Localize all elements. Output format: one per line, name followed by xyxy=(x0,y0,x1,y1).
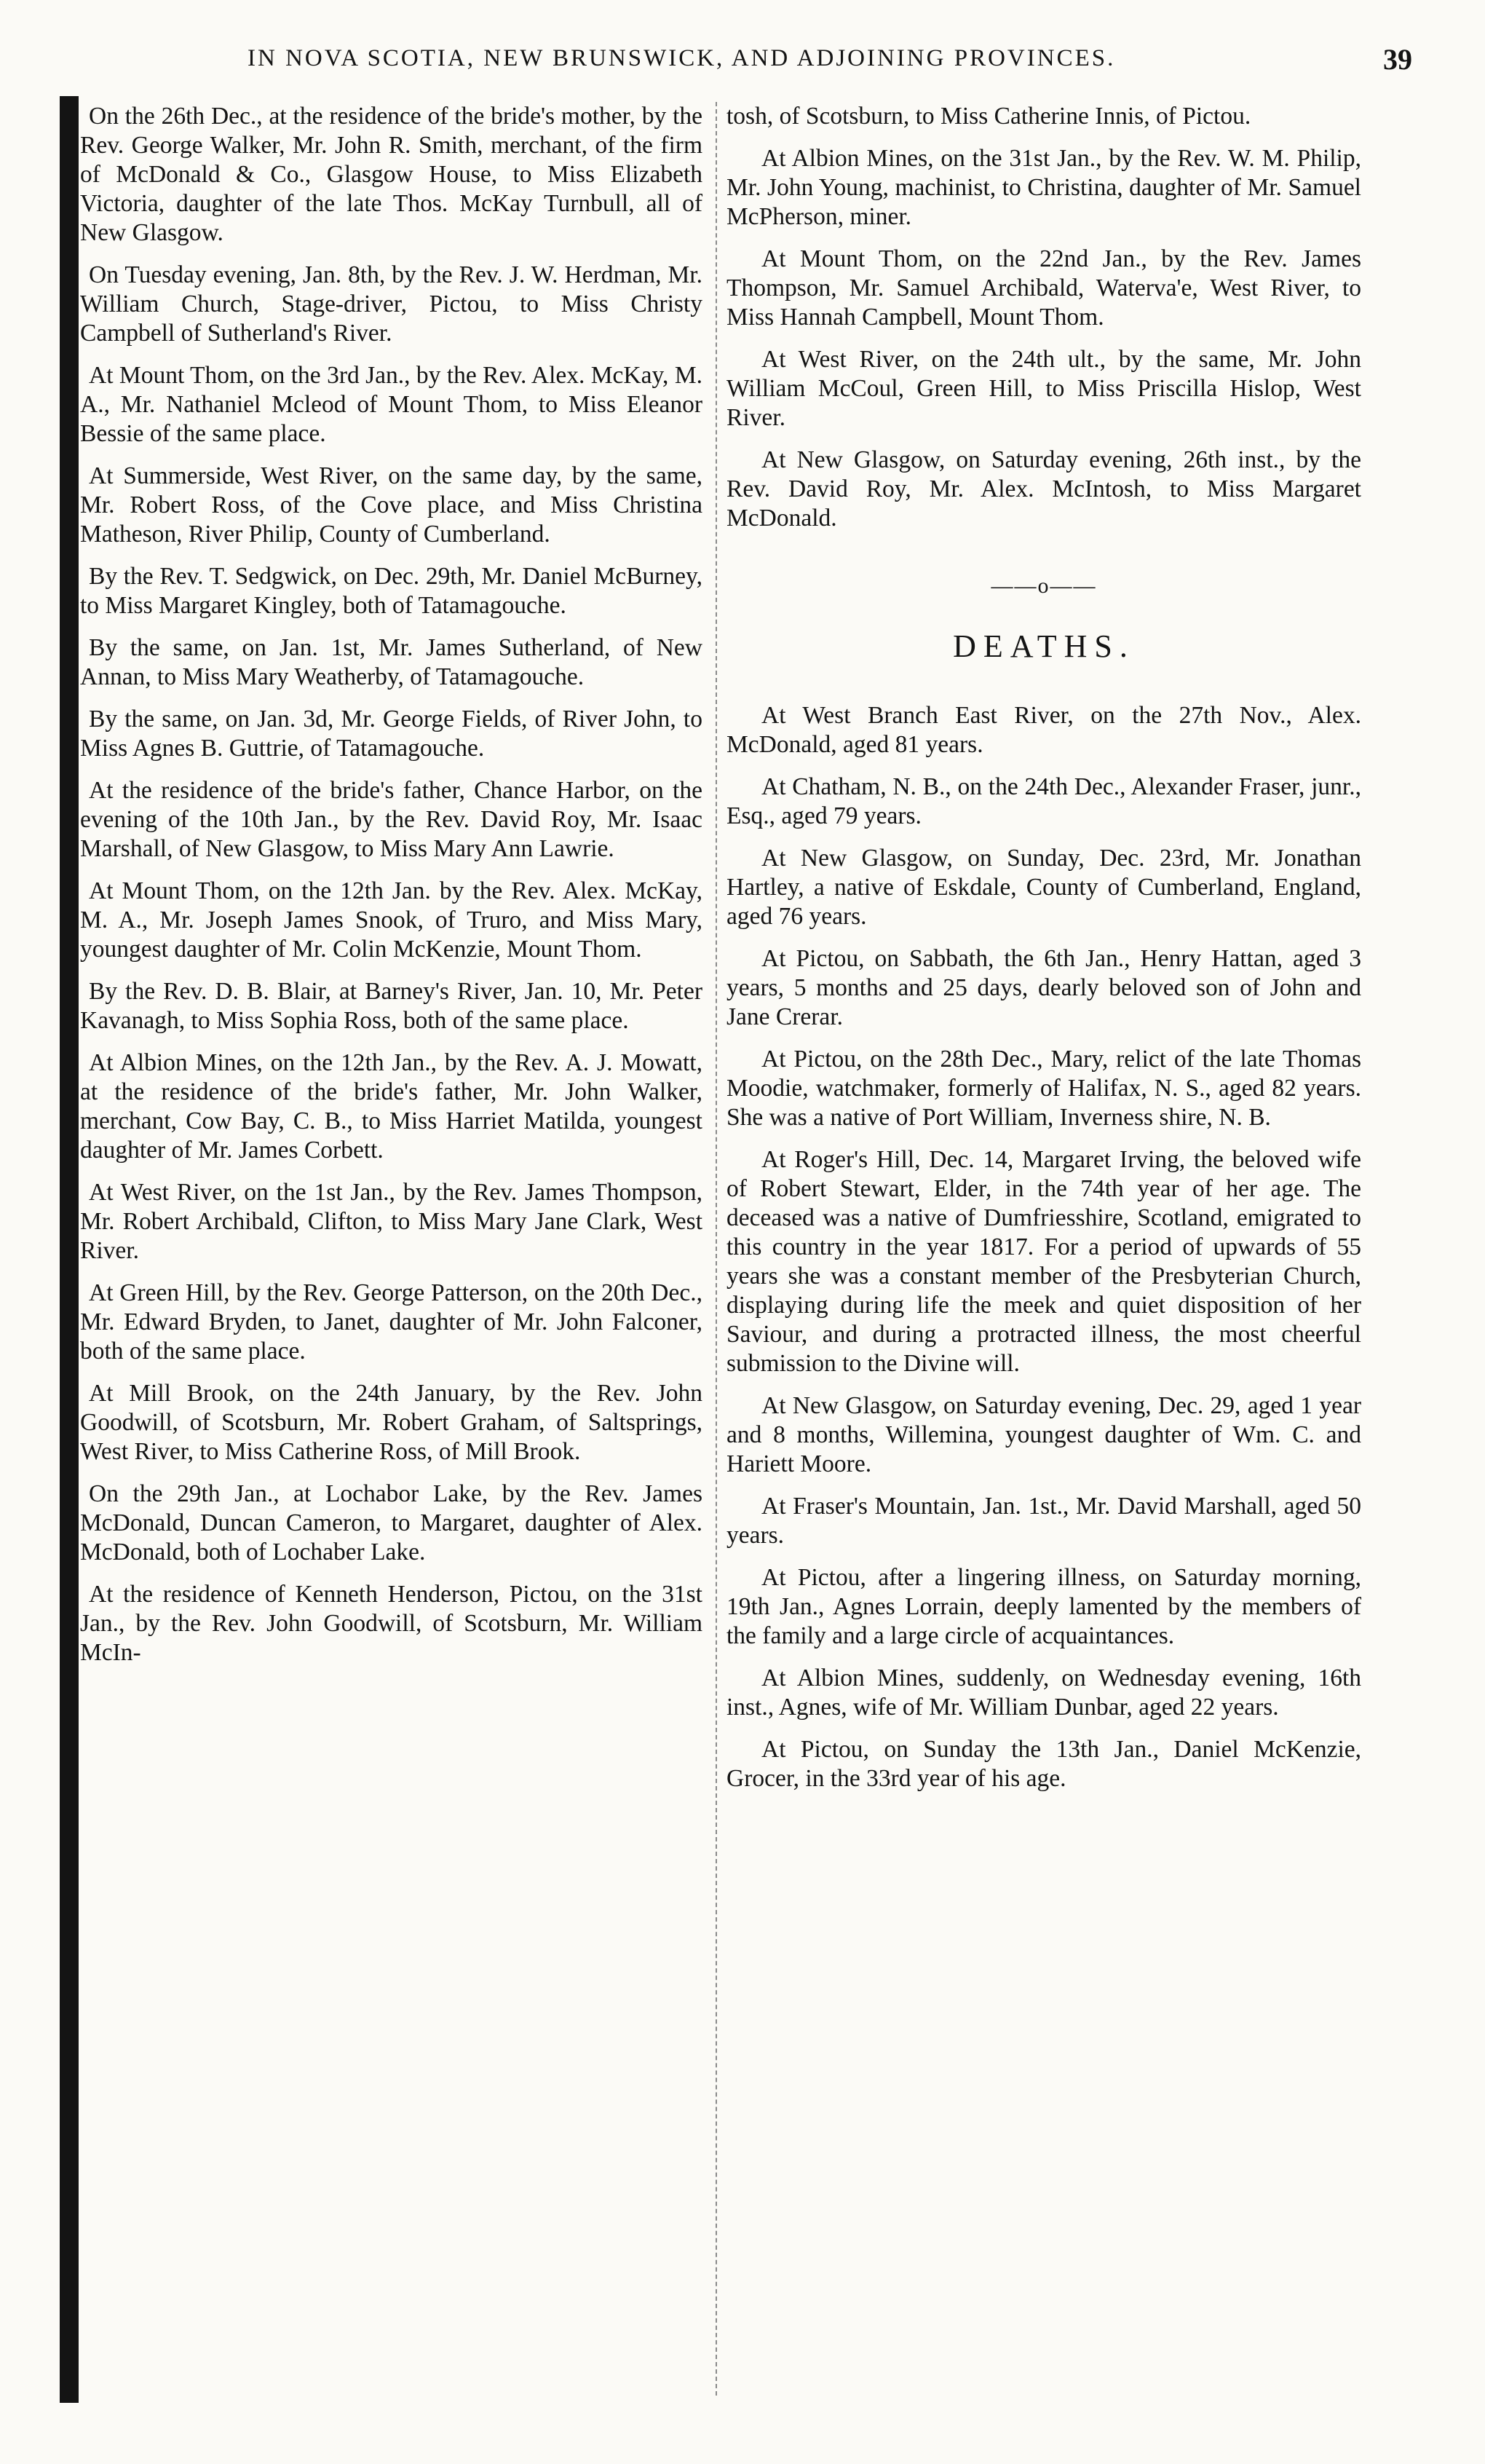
notice-paragraph: At Albion Mines, on the 31st Jan., by the Rev. W. M. Philip, Mr. John Young, machinist, to Christina, daughter of Mr. Samuel McPherson, miner. xyxy=(726,145,1361,230)
notice-paragraph: tosh, of Scotsburn, to Miss Catherine Innis, of Pictou. xyxy=(726,103,1251,130)
notice-paragraph: On Tuesday evening, Jan. 8th, by the Rev. J. W. Herdman, Mr. William Church, Stage-driver, Pictou, to Miss Christy Campbell of Sutherland's River. xyxy=(80,261,702,347)
running-head xyxy=(0,38,1485,82)
binding-edge xyxy=(60,96,79,2403)
notice-paragraph: At New Glasgow, on Saturday evening, 26th inst., by the Rev. David Roy, Mr. Alex. McIntosh, to Miss Margaret McDonald. xyxy=(726,446,1361,532)
death-notice: At Pictou, on the 28th Dec., Mary, relict of the late Thomas Moodie, watchmaker, formerly of Halifax, N. S., aged 82 years. She was a native of Port William, Inverness shire, N. B. xyxy=(726,1046,1361,1131)
death-notice: At Pictou, on Sabbath, the 6th Jan., Henry Hattan, aged 3 years, 5 months and 25 days, dearly beloved son of John and Jane Crerar. xyxy=(726,945,1361,1030)
notice-paragraph: At Mount Thom, on the 22nd Jan., by the Rev. James Thompson, Mr. Samuel Archibald, Waterva'e, West River, to Miss Hannah Campbell, Mount Thom. xyxy=(726,245,1361,331)
deaths-heading: DEATHS. xyxy=(953,628,1135,664)
notice-paragraph: At Mill Brook, on the 24th January, by the Rev. John Goodwill, of Scotsburn, Mr. Robert Graham, of Saltsprings, West River, to Miss Catherine Ross, of Mill Brook. xyxy=(80,1380,702,1465)
notice-paragraph: On the 29th Jan., at Lochabor Lake, by the Rev. James McDonald, Duncan Cameron, to Margaret, daughter of Alex. McDonald, both of Lochaber Lake. xyxy=(80,1480,702,1565)
notice-paragraph: By the same, on Jan. 3d, Mr. George Fields, of River John, to Miss Agnes B. Guttrie, of Tatamagouche. xyxy=(80,706,702,762)
notice-paragraph: By the same, on Jan. 1st, Mr. James Sutherland, of New Annan, to Miss Mary Weatherby, of Tatamagouche. xyxy=(80,634,702,690)
death-notice: At West Branch East River, on the 27th Nov., Alex. McDonald, aged 81 years. xyxy=(726,702,1361,758)
notice-paragraph: At Summerside, West River, on the same day, by the same, Mr. Robert Ross, of the Cove place, and Miss Christina Matheson, River Philip, County of Cumberland. xyxy=(80,462,702,548)
running-title: IN NOVA SCOTIA, NEW BRUNSWICK, AND ADJOINING PROVINCES. xyxy=(248,45,1116,71)
marriages-column-left xyxy=(80,102,702,1681)
column-divider xyxy=(716,102,717,2396)
death-notice: At New Glasgow, on Saturday evening, Dec. 29, aged 1 year and 8 months, Willemina, youngest daughter of Wm. C. and Hariett Moore. xyxy=(726,1392,1361,1477)
notice-paragraph: At Albion Mines, on the 12th Jan., by the Rev. A. J. Mowatt, at the residence of the bride's father, Mr. John Walker, merchant, Cow Bay, C. B., to Miss Harriet Matilda, youngest daughter of Mr. James Corbett. xyxy=(80,1049,702,1164)
notice-paragraph: By the Rev. D. B. Blair, at Barney's River, Jan. 10, Mr. Peter Kavanagh, to Miss Sophia Ross, both of the same place. xyxy=(80,978,702,1034)
death-notice: At Albion Mines, suddenly, on Wednesday evening, 16th inst., Agnes, wife of Mr. William Dunbar, aged 22 years. xyxy=(726,1665,1361,1721)
notice-paragraph: By the Rev. T. Sedgwick, on Dec. 29th, Mr. Daniel McBurney, to Miss Margaret Kingley, both of Tatamagouche. xyxy=(80,563,702,619)
notice-paragraph: At Mount Thom, on the 3rd Jan., by the Rev. Alex. McKay, M. A., Mr. Nathaniel Mcleod of Mount Thom, to Miss Eleanor Bessie of the same place. xyxy=(80,362,702,447)
section-divider: ——o—— xyxy=(991,574,1097,598)
death-notice: At Chatham, N. B., on the 24th Dec., Alexander Fraser, junr., Esq., aged 79 years. xyxy=(726,773,1361,829)
notice-paragraph: At West River, on the 24th ult., by the same, Mr. John William McCoul, Green Hill, to Miss Priscilla Hislop, West River. xyxy=(726,346,1361,431)
notice-paragraph: At Mount Thom, on the 12th Jan. by the Rev. Alex. McKay, M. A., Mr. Joseph James Snook, of Truro, and Miss Mary, youngest daughter of Mr. Colin McKenzie, Mount Thom. xyxy=(80,877,702,963)
page-number: 39 xyxy=(1383,43,1412,76)
death-notice: At Fraser's Mountain, Jan. 1st., Mr. David Marshall, aged 50 years. xyxy=(726,1493,1361,1549)
notice-paragraph: At West River, on the 1st Jan., by the Rev. James Thompson, Mr. Robert Archibald, Clifton, to Miss Mary Jane Clark, West River. xyxy=(80,1179,702,1264)
column-right xyxy=(726,102,1361,1806)
death-notice: At Roger's Hill, Dec. 14, Margaret Irving, the beloved wife of Robert Stewart, Elder, in the 74th year of her age. The deceased was a native of Dumfriesshire, Scotland, emigrated to this country in the year 1817. For a period of upwards of 55 years she was a constant member of the Presbyterian Church, displaying during life the meek and quiet disposition of her Saviour, and during a protracted illness, the most cheerful submission to the Divine will. xyxy=(726,1146,1361,1377)
death-notice: At Pictou, after a lingering illness, on Saturday morning, 19th Jan., Agnes Lorrain, deeply lamented by the members of the family and a large circle of acquaintances. xyxy=(726,1564,1361,1649)
death-notice: At Pictou, on Sunday the 13th Jan., Daniel McKenzie, Grocer, in the 33rd year of his age. xyxy=(726,1736,1361,1792)
notice-paragraph: At Green Hill, by the Rev. George Patterson, on the 20th Dec., Mr. Edward Bryden, to Janet, daughter of Mr. John Falconer, both of the same place. xyxy=(80,1279,702,1365)
death-notice: At New Glasgow, on Sunday, Dec. 23rd, Mr. Jonathan Hartley, a native of Eskdale, County of Cumberland, England, aged 76 years. xyxy=(726,845,1361,930)
notice-paragraph: At the residence of Kenneth Henderson, Pictou, on the 31st Jan., by the Rev. John Goodwill, of Scotsburn, Mr. William McIn- xyxy=(80,1581,702,1666)
notice-paragraph: On the 26th Dec., at the residence of the bride's mother, by the Rev. George Walker, Mr. John R. Smith, merchant, of the firm of McDonald & Co., Glasgow House, to Miss Elizabeth Victoria, daughter of the late Thos. McKay Turnbull, all of New Glasgow. xyxy=(80,103,702,246)
notice-paragraph: At the residence of the bride's father, Chance Harbor, on the evening of the 10th Jan., by the Rev. David Roy, Mr. Isaac Marshall, of New Glasgow, to Miss Mary Ann Lawrie. xyxy=(80,777,702,862)
